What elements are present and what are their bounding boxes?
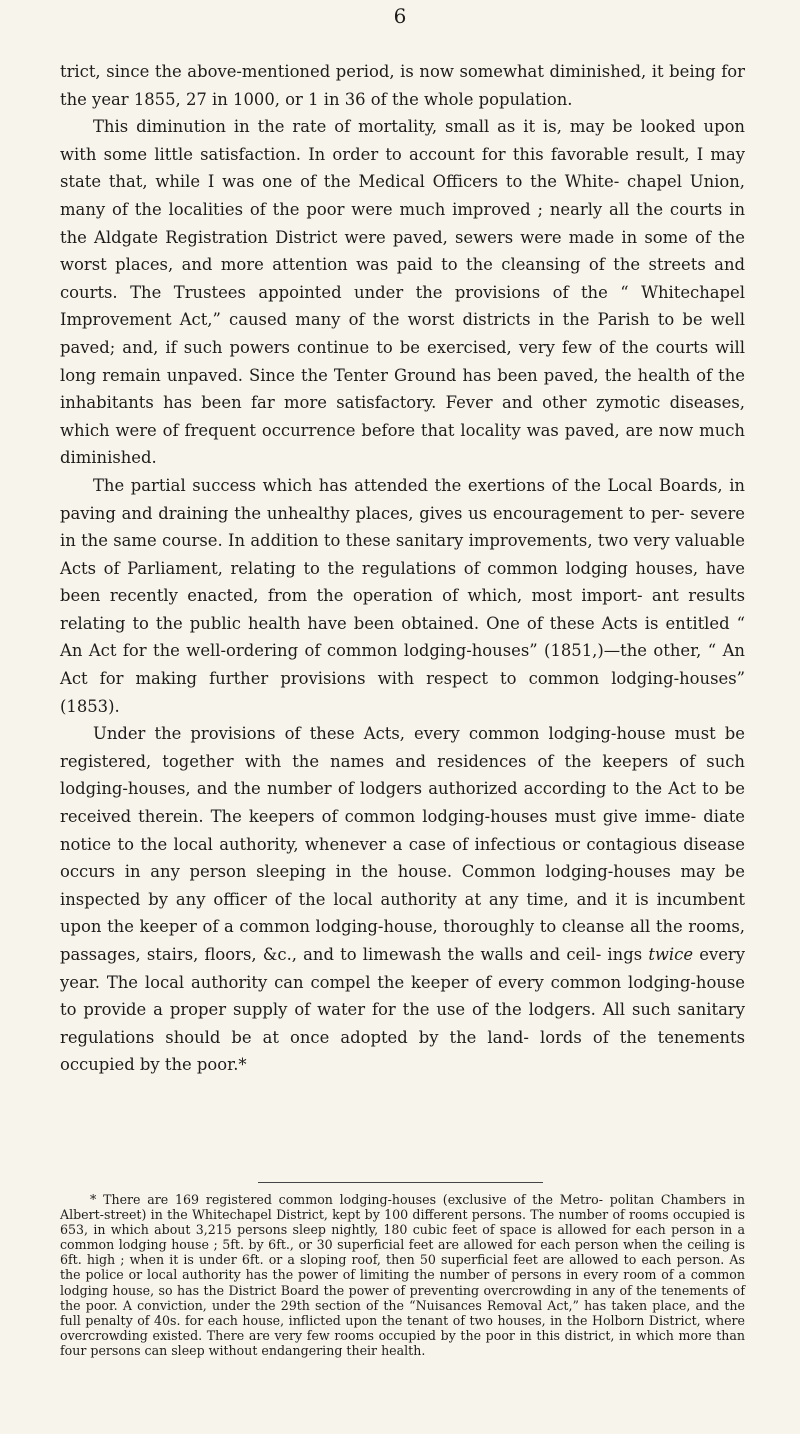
footnote-divider <box>258 1182 543 1183</box>
body-text <box>60 58 745 1079</box>
paragraph-text: every year. The local authority can compel the keeper of every common lodging-house to provide a proper supply of water for the use of the lodgers. All such sanitary regulations should be at once adopted by the land- lords of the tenements occupied by the poor.* <box>60 945 745 1075</box>
footnote: * There are 169 registered common lodging-houses (exclusive of the Metro- politan Chambers in Albert-street) in the Whitechapel District, kept by 100 different persons. The number of rooms occupied is 653, in which about 3,215 persons sleep nightly, 180 cubic feet of space is allowed for each person in a common lodging house ; 5ft. by 6ft., or 30 superficial feet are allowed for each person when the ceiling is 6ft. high ; when it is under 6ft. or a sloping roof, then 50 superficial feet are allowed to each person. As the police or local authority has the power of limiting the number of persons in every room of a common lodging house, so has the District Board the power of preventing overcrowding in any of the tenements of the poor. A conviction, under the 29th section of the “Nuisances Removal Act,” has taken place, and the full penalty of 40s. for each house, inflicted upon the tenant of two houses, in the Holborn District, where overcrowding existed. There are very few rooms occupied by the poor in this district, in which more than four persons can sleep without endangering their health. <box>60 1192 745 1358</box>
paragraph <box>60 720 745 1079</box>
paragraph-text: Under the provisions of these Acts, every common lodging-house must be registered, together with the names and residences of the keepers of such lodging-houses, and the number of lodgers authorized according to the Act to be received therein. The keepers of common lodging-houses must give imme- diate notice to the local authority, whenever a case of infectious or contagious disease occurs in any person sleeping in the house. Common lodging-houses may be inspected by any officer of the local authority at any time, and it is incumbent upon the keeper of a common lodging-house, thoroughly to cleanse all the rooms, passages, stairs, floors, &c., and to limewash the walls and ceil- ings <box>60 724 745 964</box>
paragraph: This diminution in the rate of mortality, small as it is, may be looked upon with some little satisfaction. In order to account for this favorable result, I may state that, while I was one of the Medical Officers to the White- chapel Union, many of the localities of the poor were much improved ; nearly all the courts in the Aldgate Registration District were paved, sewers were made in some of the worst places, and more attention was paid to the cleansing of the streets and courts. The Trustees appointed under the provisions of the “ Whitechapel Improvement Act,” caused many of the worst districts in the Parish to be well paved; and, if such powers continue to be exercised, very few of the courts will long remain unpaved. Since the Tenter Ground has been paved, the health of the inhabitants has been far more satisfactory. Fever and other zymotic diseases, which were of frequent occurrence before that locality was paved, are now much diminished. <box>60 117 745 468</box>
page-number: 6 <box>393 4 407 28</box>
paragraph: trict, since the above-mentioned period, is now somewhat diminished, it being for the year 1855, 27 in 1000, or 1 in 36 of the whole population. <box>60 62 745 109</box>
emphasis-text: twice <box>648 945 694 964</box>
paragraph: The partial success which has attended the exertions of the Local Boards, in paving and draining the unhealthy places, gives us encouragement to per- severe in the same course. In addition to these sanitary improvements, two very valuable Acts of Parliament, relating to the regulations of common lodging houses, have been recently enacted, from the operation of which, most import- ant results relating to the public health have been obtained. One of these Acts is entitled “ An Act for the well-ordering of common lodging-houses” (1851,)—the other, “ An Act for making further provisions with respect to common lodging-houses” (1853). <box>60 475 745 716</box>
